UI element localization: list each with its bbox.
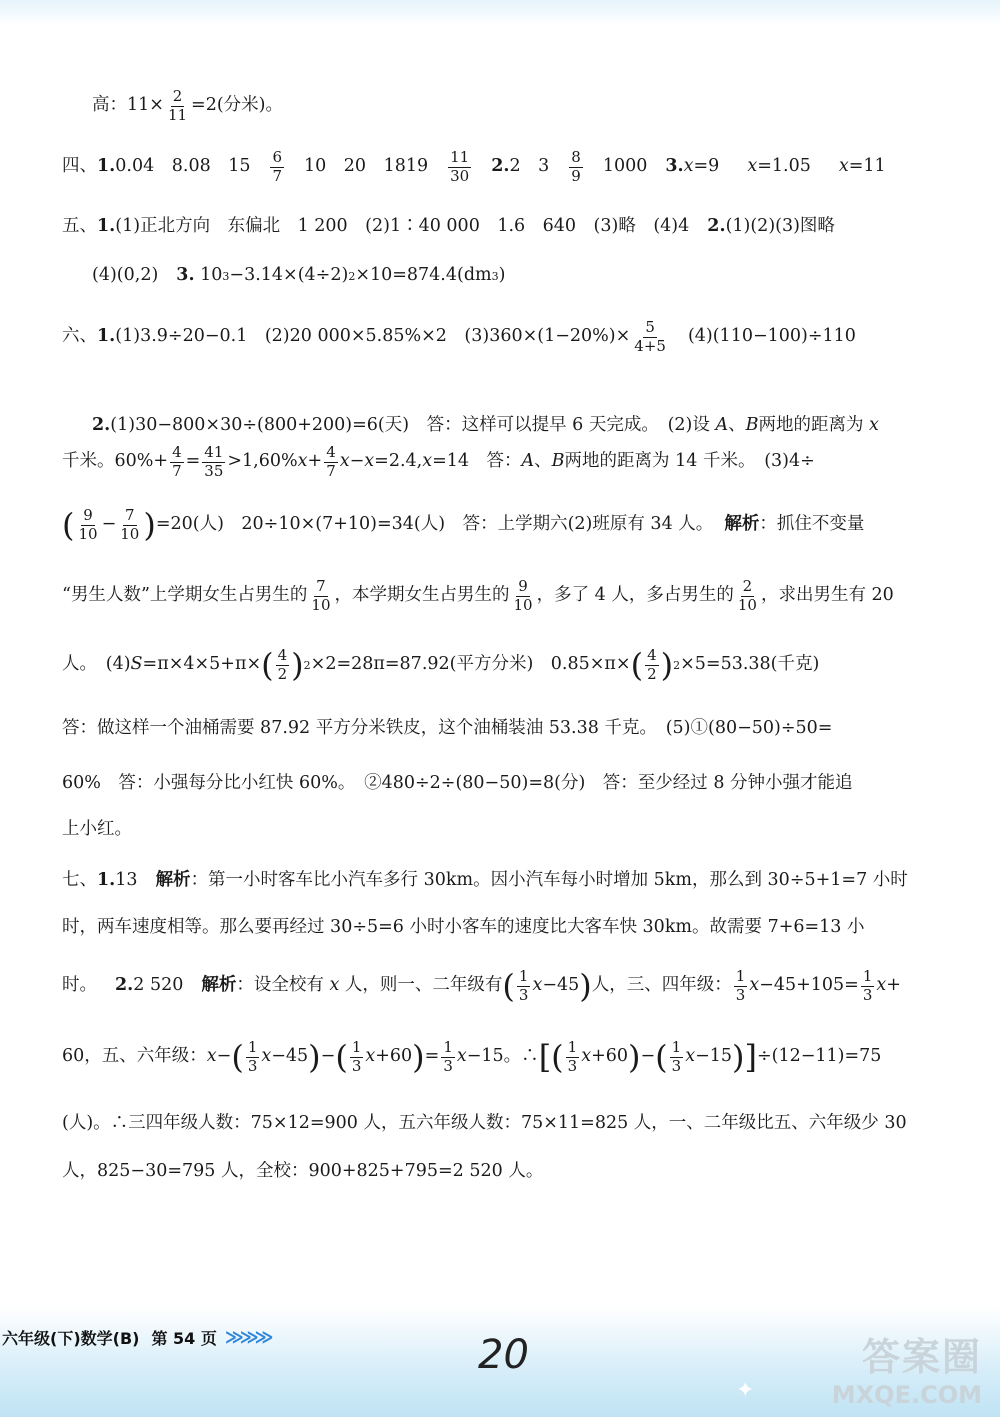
answer-line-18: (人)。∴三四年级人数：75×12=900 人，五六年级人数：75×11=825 人，一、二年级比五、六年级少 30 (62, 1113, 907, 1134)
question-number: 2. (115, 975, 134, 996)
question-number: 1. (97, 326, 116, 347)
text: (1)3.9÷20−0.1 (2)20 000×5.85%×2 (3)360×(1−20%)× (115, 326, 631, 347)
fraction: $\frac{5}{4+5}$ (634, 317, 666, 355)
analysis-label: 解析 (201, 975, 237, 996)
section-5-line (62, 215, 922, 239)
text: 高：11× (92, 95, 164, 116)
answer-line-6: 2. (1)30−800×30÷(800+200)=6(天) 答：这样可以提早 6 天完成。 (2)设 A 、 B 两地的距离为 x (92, 415, 879, 436)
text: 0.04 8.08 15 (115, 156, 251, 177)
text: (1)正北方向 东偏北 1 200 (2)1∶40 000 1.6 640 (3)略 (4)4 (115, 216, 690, 237)
question-number: 2. (491, 156, 510, 177)
text: (1)(2)(3)图略 (725, 216, 835, 237)
section-6-line (62, 316, 922, 358)
answer-line-16: 时。 2. 2 520 解析 ：设全校有 x 人，则一、二年级有 ( $\frac{1}{3}$ x −45 ) 人，三、四年级： $\frac{1}{3}$ x −45+105= $\frac{1}{3}$ x + (62, 966, 901, 1005)
fraction: $\frac{6}{7}$ (272, 147, 283, 185)
fraction: $\frac{8}{9}$ (571, 147, 581, 185)
answer-line-19: 人，825−30=795 人，全校：900+825+795=2 520 人。 (62, 1161, 544, 1182)
question-number: 1. (97, 216, 116, 237)
question-number: 3. (665, 156, 684, 177)
question-number: 3. (176, 265, 195, 286)
watermark-url: MXQE.COM (831, 1381, 982, 1409)
fraction: $\frac{2}{11}$ (167, 86, 188, 124)
question-number: 1. (97, 156, 116, 177)
text: 10 20 1819 (304, 156, 429, 177)
answer-line-8: ( $\frac{9}{10}$ − $\frac{7}{10}$ ) =20(人) 20÷10×(7+10)=34(人) 答：上学期六(2)班原有 34 人。 解析 ：抓住不变量 (62, 505, 865, 544)
section-4-line: 四、 1. 0.04 8.08 15 $\frac{6}{7}$ 10 20 1819 $\frac{11}{30}$ 2. 2 3 $\frac{8}{9}$ 1000 3. x =9 x =1.05 x =11 (62, 147, 886, 185)
section-label: 六、 (62, 326, 97, 347)
analysis-label: 解析 (155, 870, 191, 891)
footer-grade: 六年级(下)数学(B) (2, 1328, 140, 1348)
sparkle-icon: ✦ (736, 1378, 755, 1403)
text: (4)(0,2) (92, 265, 159, 286)
answer-line-9: “男生人数”上学期女生占男生的 $\frac{7}{10}$ ，本学期女生占男生的 $\frac{9}{10}$ ，多了 4 人，多占男生的 $\frac{2}{10}$ ，求出男生有 20 (62, 576, 894, 614)
analysis-label: 解析 (724, 514, 760, 535)
answer-line-10: 人。 (4) S =π×4×5+π× ( $\frac{4}{2}$ ) 2 ×2=28π=87.92(平方分米) 0.85×π× ( $\frac{4}{2}$ ) 2 ×5=53.38(千克) (62, 645, 820, 684)
answer-line-12: 60% 答：小强每分比小红快 60%。 ②480÷2÷(80−50)=8(分) 答：至少经过 8 分钟小强才能追 (62, 773, 853, 794)
fraction: $\frac{11}{30}$ (450, 147, 470, 185)
text: 1000 (602, 156, 648, 177)
section-label: 七、 (62, 870, 97, 891)
section-label: 五、 (62, 216, 97, 237)
question-number: 1. (97, 870, 116, 891)
top-band (0, 0, 1000, 26)
question-number: 2. (707, 216, 726, 237)
section-label: 四、 (62, 156, 97, 177)
question-number: 2. (92, 415, 111, 436)
answer-line-7: 千米。60%+ $\frac{4}{7}$ = $\frac{41}{35}$ >1,60% x + $\frac{4}{7}$ x − x =2.4, x =14 答： A 、 B 两地的距离为 14 千米。 (3)4÷ (62, 442, 815, 480)
text: =2(分米)。 (191, 95, 283, 116)
watermark-logo: 答案圈 (861, 1335, 982, 1379)
section-7-line: 七、 1. 13 解析 ：第一小时客车比小汽车多行 30km。因小汽车每小时增加 5km，那么到 30÷5+1=7 小时 (62, 870, 908, 891)
page-footer (0, 1322, 300, 1352)
answer-line-4: (4)(0,2) 3. 10 3 −3.14×(4÷2) 2 ×10=874.4(dm 3 ) (92, 265, 506, 286)
watermark (792, 1326, 982, 1411)
handwritten-number: 20 (478, 1332, 529, 1378)
page-number: 第 54 页 (151, 1328, 217, 1348)
answer-line-15: 时，两车速度相等。那么要再经过 30÷5=6 小时小客车的速度比大客车快 30km。故需要 7+6=13 小 (62, 917, 865, 938)
arrows-icon: ≫≫≫ (224, 1326, 270, 1348)
text: 2 3 (509, 156, 550, 177)
answer-line-11: 答：做这样一个油桶需要 87.92 平方分米铁皮，这个油桶装油 53.38 千克。 (5)①(80−50)÷50= (62, 718, 833, 739)
answer-line-1 (92, 86, 952, 126)
answer-line-17: 60，五、六年级： x − ( $\frac{1}{3}$ x −45 ) − ( $\frac{1}{3}$ x +60 ) = $\frac{1}{3}$ x −15。∴ [ ( $\frac{1}{3}$ x +60 ) − ( $\frac{1}{3}$ x −15 ) ] ÷(12−11)=75 (62, 1037, 882, 1076)
text: (4)(110−100)÷110 (687, 326, 856, 347)
text: (1)30−800×30÷(800+200)=6(天) 答：这样可以提早 6 天完成。 (2)设 (110, 415, 710, 436)
answer-line-13: 上小红。 (62, 819, 132, 840)
